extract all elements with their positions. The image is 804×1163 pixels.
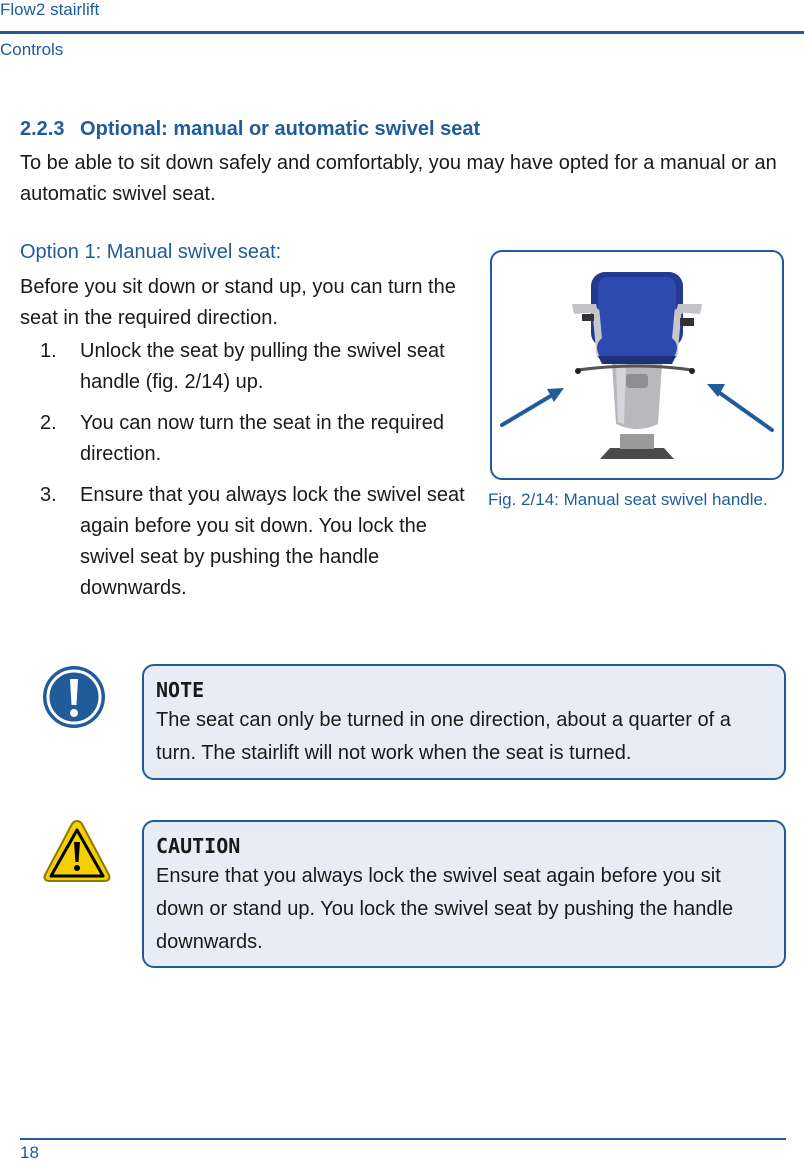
list-item xyxy=(20,336,485,398)
warning-icon xyxy=(42,818,112,884)
note-title: NOTE xyxy=(156,678,205,702)
note-text: The seat can only be turned in one direction, about a quarter of a turn. The stairlift will not work when the seat is turned. xyxy=(156,709,731,764)
page-number: 18 xyxy=(20,1143,39,1162)
stairlift-seat-illustration xyxy=(492,252,782,478)
caution-box xyxy=(142,820,786,968)
header-title: Flow2 stairlift xyxy=(0,0,100,19)
header-subtitle: Controls xyxy=(0,40,64,59)
step-text: Unlock the seat by pulling the swivel seat handle (fig. 2/14) up. xyxy=(80,340,445,393)
info-icon xyxy=(42,665,106,729)
list-item xyxy=(20,408,485,470)
option-body: Before you sit down or stand up, you can turn the seat in the required direction. xyxy=(20,276,456,329)
caution-title: CAUTION xyxy=(156,834,241,858)
list-item xyxy=(20,480,485,604)
section-heading xyxy=(20,118,480,141)
header-rule xyxy=(0,31,804,34)
note-box xyxy=(142,664,786,780)
section-title: Optional: manual or automatic swivel seat xyxy=(80,118,481,140)
section-number: 2.2.3 xyxy=(20,118,65,140)
figure-box xyxy=(490,250,784,480)
footer-rule xyxy=(20,1138,786,1140)
section-intro: To be able to sit down safely and comfortably, you may have opted for a manual or an automatic swivel seat. xyxy=(20,152,777,205)
caution-text: Ensure that you always lock the swivel seat again before you sit down or stand up. You lock the swivel seat by pushing the handle downwards. xyxy=(156,865,734,953)
step-text: Ensure that you always lock the swivel seat again before you sit down. You lock the swivel seat by pushing the handle downwards. xyxy=(80,484,465,599)
step-number: 2. xyxy=(40,412,57,434)
figure-caption: Fig. 2/14: Manual seat swivel handle. xyxy=(488,490,768,509)
step-number: 1. xyxy=(40,340,57,362)
step-text: You can now turn the seat in the required direction. xyxy=(80,412,444,465)
option-title: Option 1: Manual swivel seat: xyxy=(20,241,282,263)
steps-list xyxy=(20,336,485,614)
step-number: 3. xyxy=(40,484,57,506)
